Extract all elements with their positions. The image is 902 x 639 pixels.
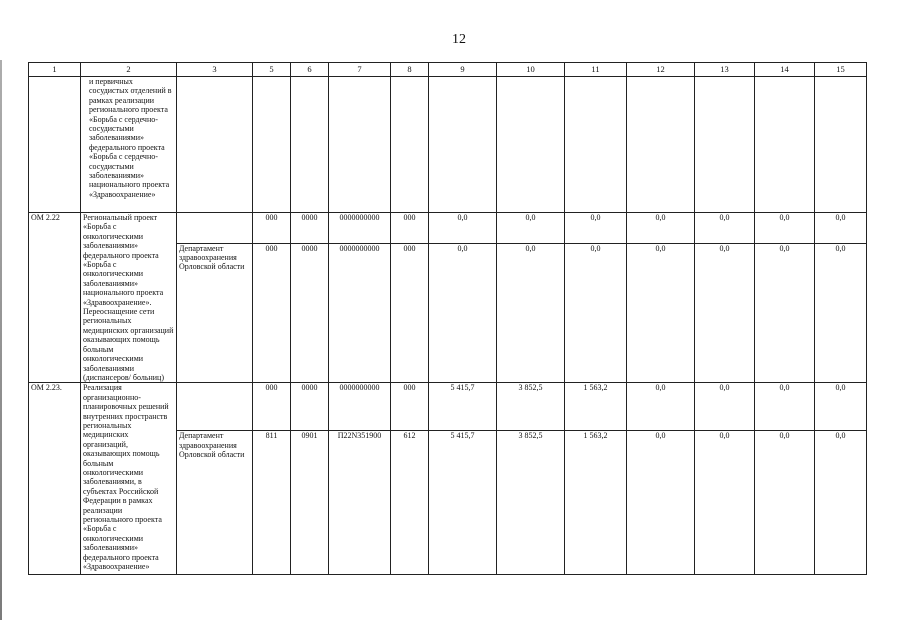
- measure-name: и первичных сосудистых отделений в рамках реализации регионального проекта «Борьба с сердечно-сосудистыми заболеваниями» федерального проекта «Борьба с сердечно-сосудистыми заболеваниями» национального проекта «Здравоохранение»: [81, 77, 177, 213]
- column-header: 6: [291, 63, 329, 77]
- cell-c9: 5 415,7: [429, 431, 497, 575]
- department-cell: Департамент здравоохранения Орловской области: [177, 431, 253, 575]
- cell-c6: 0000: [291, 213, 329, 244]
- cell-c14: 0,0: [755, 431, 815, 575]
- code-cell: [29, 77, 81, 213]
- continuation-row: [29, 77, 867, 213]
- column-header: 1: [29, 63, 81, 77]
- cell-c12: 0,0: [627, 383, 695, 431]
- cell-c15: 0,0: [815, 243, 867, 383]
- cell-c13: 0,0: [695, 431, 755, 575]
- cell-c12: 0,0: [627, 431, 695, 575]
- cell-c7: П22N351900: [329, 431, 391, 575]
- column-header: 8: [391, 63, 429, 77]
- measure-name: Региональный проект «Борьба с онкологическими заболеваниями» федерального проекта «Борьба с онкологическими заболеваниями» национального проекта «Здравоохранение». Переоснащение сети региональных медицинских организаций оказывающих помощь больным онкологическими заболеваниями (диспансеров/ больниц): [81, 213, 177, 383]
- cell-c13: 0,0: [695, 383, 755, 431]
- page-number: 12: [452, 32, 466, 47]
- column-header: 3: [177, 63, 253, 77]
- cell-c8: 000: [391, 213, 429, 244]
- department-cell: [177, 213, 253, 244]
- cell-c10: 3 852,5: [497, 431, 565, 575]
- cell-c7: 0000000000: [329, 243, 391, 383]
- cell-c12: 0,0: [627, 243, 695, 383]
- column-header: 2: [81, 63, 177, 77]
- column-header: 11: [565, 63, 627, 77]
- cell-c5: 000: [253, 383, 291, 431]
- column-number-row: [29, 63, 867, 77]
- cell-c9: 5 415,7: [429, 383, 497, 431]
- department-cell: Департамент здравоохранения Орловской области: [177, 243, 253, 383]
- column-header: 7: [329, 63, 391, 77]
- cell-c15: 0,0: [815, 213, 867, 244]
- cell-c14: 0,0: [755, 383, 815, 431]
- department-cell: [177, 383, 253, 431]
- table-row: [29, 383, 867, 431]
- cell-c6: 0000: [291, 383, 329, 431]
- cell-c6: 0901: [291, 431, 329, 575]
- cell-c15: 0,0: [815, 431, 867, 575]
- cell-c15: 0,0: [815, 383, 867, 431]
- column-header: 10: [497, 63, 565, 77]
- cell-c10: 0,0: [497, 243, 565, 383]
- cell-c10: 0,0: [497, 213, 565, 244]
- cell-c11: 1 563,2: [565, 431, 627, 575]
- cell-c12: 0,0: [627, 213, 695, 244]
- cell-c13: 0,0: [695, 243, 755, 383]
- cell-c8: 612: [391, 431, 429, 575]
- cell-c6: 0000: [291, 243, 329, 383]
- column-header: 15: [815, 63, 867, 77]
- cell-c11: 0,0: [565, 243, 627, 383]
- cell-c7: 0000000000: [329, 213, 391, 244]
- cell-c7: 0000000000: [329, 383, 391, 431]
- cell-c14: 0,0: [755, 243, 815, 383]
- cell-c11: 1 563,2: [565, 383, 627, 431]
- cell-c9: 0,0: [429, 243, 497, 383]
- measure-code: ОМ 2.23.: [29, 383, 81, 575]
- measure-name: Реализация организационно-планировочных решений внутренних пространств региональных медицинских организаций, оказывающих помощь больным онкологическими заболеваниями, в субъектах Российской Федерации в рамках реализации регионального проекта «Борьба с онкологическими заболеваниями» федерального проекта «Здравоохранение»: [81, 383, 177, 575]
- cell-c14: 0,0: [755, 213, 815, 244]
- cell-c11: 0,0: [565, 213, 627, 244]
- scan-edge-shadow: [0, 60, 2, 620]
- cell-c5: 811: [253, 431, 291, 575]
- column-header: 12: [627, 63, 695, 77]
- cell-c5: 000: [253, 213, 291, 244]
- column-header: 13: [695, 63, 755, 77]
- column-header: 14: [755, 63, 815, 77]
- cell-c9: 0,0: [429, 213, 497, 244]
- cell-c10: 3 852,5: [497, 383, 565, 431]
- column-header: 5: [253, 63, 291, 77]
- cell-c13: 0,0: [695, 213, 755, 244]
- measure-code: ОМ 2.22: [29, 213, 81, 383]
- cell-c5: 000: [253, 243, 291, 383]
- budget-table: [28, 62, 867, 575]
- column-header: 9: [429, 63, 497, 77]
- cell-c8: 000: [391, 243, 429, 383]
- table-row: [29, 213, 867, 244]
- cell-c8: 000: [391, 383, 429, 431]
